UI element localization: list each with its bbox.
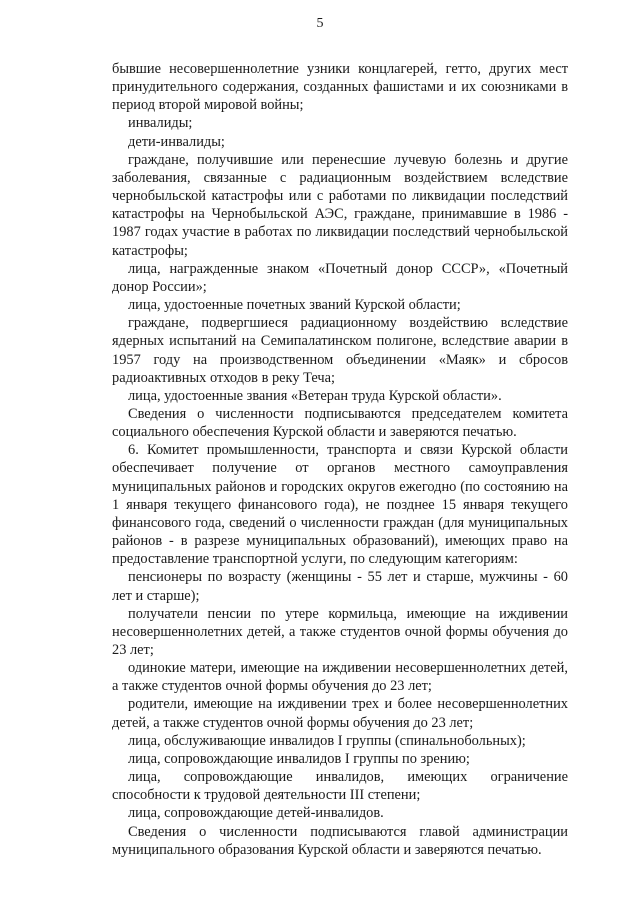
document-body: [112, 60, 568, 859]
paragraph: граждане, подвергшиеся радиационному воздействию вследствие ядерных испытаний на Семипалатинском полигоне, вследствие аварии в 1957 году на производственном объединении «Маяк» и сбросов радиоактивных отходов в реку Теча;: [112, 315, 568, 386]
paragraph: дети-инвалиды;: [128, 133, 225, 150]
paragraph: лица, сопровождающие инвалидов I группы по зрению;: [128, 750, 470, 767]
paragraph: лица, сопровождающие инвалидов, имеющих ограничение способности к трудовой деятельности III степени;: [112, 769, 568, 804]
paragraph: лица, обслуживающие инвалидов I группы (спинальнобольных);: [128, 732, 526, 749]
paragraph: лица, награжденные знаком «Почетный донор СССР», «Почетный донор России»;: [112, 260, 568, 295]
paragraph: получатели пенсии по утере кормильца, имеющие на иждивении несовершеннолетних детей, а также студентов очной формы обучения до 23 лет;: [112, 605, 568, 658]
paragraph: лица, удостоенные почетных званий Курской области;: [128, 297, 461, 314]
paragraph: граждане, получившие или перенесшие лучевую болезнь и другие заболевания, связанные с радиационным воздействием вследствие чернобыльской катастрофы или с работами по ликвидации последствий катастрофы на Чернобыльской АЭС, граждане, принимавшие в 1986 - 1987 годах участие в работах по ликвидации последствий чернобыльской катастрофы;: [112, 151, 568, 259]
paragraph: лица, сопровождающие детей-инвалидов.: [128, 805, 384, 822]
paragraph: лица, удостоенные звания «Ветеран труда Курской области».: [128, 387, 502, 404]
paragraph: инвалиды;: [128, 115, 193, 132]
paragraph: Сведения о численности подписываются главой администрации муниципального образования Курской области и заверяются печатью.: [112, 823, 568, 858]
page-number: 5: [316, 16, 324, 31]
paragraph: родители, имеющие на иждивении трех и более несовершеннолетних детей, а также студентов очной формы обучения до 23 лет;: [112, 696, 568, 731]
paragraph: одинокие матери, имеющие на иждивении несовершеннолетних детей, а также студентов очной формы обучения до 23 лет;: [112, 660, 568, 695]
paragraph: пенсионеры по возрасту (женщины - 55 лет и старше, мужчины - 60 лет и старше);: [112, 569, 568, 604]
paragraph: 6. Комитет промышленности, транспорта и связи Курской области обеспечивает получение от органов местного самоуправления муниципальных районов и городских округов ежегодно (по состоянию на 1 января текущего финансового года), не позднее 15 января текущего финансового года, сведений о численности граждан (для муниципальных районов - в разрезе муниципальных образований), имеющих право на предоставление транспортной услуги, по следующим категориям:: [112, 442, 568, 568]
paragraph: Сведения о численности подписываются председателем комитета социального обеспечения Курской области и заверяются печатью.: [112, 405, 568, 441]
paragraph: бывшие несовершеннолетние узники концлагерей, гетто, других мест принудительного содержания, созданных фашистами и их союзниками в период второй мировой войны;: [112, 61, 568, 114]
